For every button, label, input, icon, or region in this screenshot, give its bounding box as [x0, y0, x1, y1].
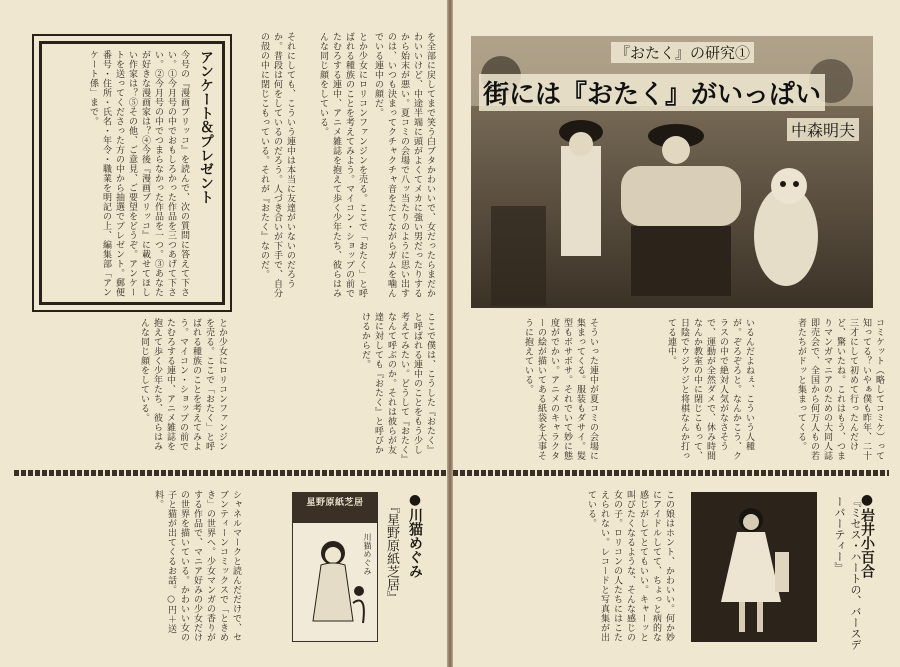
idol-photo	[691, 492, 817, 642]
survey-title: アンケート＆プレゼント	[198, 50, 214, 204]
review-subheading-right: 『ミセス・ハートの、バースデーパーティー』	[833, 496, 862, 650]
article-top-column-1: それにしても、こういう連中は本当に友達がいないのだろうか。普段は何をしているのだろう。人づき合いが下手で、自分の殻の中に閉じこもっている。それが『おたく』なのだ。	[259, 32, 295, 298]
right-page	[453, 0, 900, 667]
review-subheading-left: 『星野原紙芝居』	[384, 500, 399, 604]
book-cover-author: 川猫めぐみ	[363, 533, 372, 576]
article-lower-text: ここで僕は、こうした『おたく』と呼ばれる連中のことをもう少し考えてみたい。どうして『おたく』なんて呼ぶのか。それは彼らが友達に対しても『おたく』と呼びかけるからだ。	[360, 312, 435, 460]
article-photo	[471, 36, 873, 308]
survey-box	[32, 34, 232, 312]
article-top-column-2: とか少女にロリコンファンジンを売る。ここで「おたく」と呼ばれる種族のことを考えてみよう。マイコン・ショップの前でたむろする連中、アニメ雑誌を抱えて歩く少年たち、彼らはみんな同じ顔をしている。	[318, 32, 367, 298]
series-label: 『おたく』の研究①	[611, 42, 754, 63]
section-divider-left	[14, 470, 447, 476]
article-main-title: 街には『おたく』がいっぱい	[479, 74, 825, 111]
article-top-column-3: を全部に戻してまで笑う白ブタかわいいで、女だったらまだかわいいけど、中途半端に頭がよくてメカに強い男だったりするから始末が悪い。夏コミの会場で八ッ当たりのように思い出すのは、いつも決まってクチャクチャ音をたてながらガムを噛んでいる連中の顔だ。	[373, 32, 435, 298]
article-lower-text-left: とか少女にロリコンファンジンを売る。ここで「おたく」と呼ばれる種族のことを考えてみよう。マイコン・ショップの前でたむろする連中、アニメ雑誌を抱えて歩く少年たち、彼らはみんな同じ顔をしている。	[139, 318, 227, 451]
review-text-right: この娘はホント、かわいい。何か妙にアイドルしてて、ちょっと病的な感じがしてとてもいい。キャーッと叫びたくなるような、そんな感じの女の子。ロリコンの人たちにはこたえられない。レコードと写真集が出ている。	[586, 490, 674, 642]
article-column-3: そういった連中が夏コミの会場に集まってくる。服装もダサイ。髪型もボサボサ。それでいて妙に態度がでかい。アニメのキャラクターの絵が描いてある紙袋を大事そうに抱えている。	[523, 318, 598, 461]
section-divider-right	[453, 470, 889, 476]
article-author: 中森明夫	[787, 118, 859, 141]
article-column-2: いるんだよねぇ、こういう人種が。ぞろぞろと。なんかこう、クラスの中で絶対人気がなさそうで、運動が全然ダメで、休み時間なんか教室の中に閉じこもって、日陰でウジウジと将棋なんか打ってる連中。	[666, 318, 754, 461]
review-text-left: シャネルマークと読んだだけで、セブンティーンコミックスで「ときめき」の世界へ。少女マンガの香りがする作品で、マニア好みの少女だけの世界を描いている。かわいい女の子と猫が出てくるお話。○円＋送料。	[153, 490, 241, 642]
left-page	[0, 0, 447, 667]
book-cover-image	[292, 492, 378, 642]
book-cover-title: 星野原紙芝居	[306, 498, 364, 508]
idol-photo-illustration	[691, 492, 817, 642]
article-column-1: コミケット（略してコミケ）って知ってる？いやぁ僕も昨年、二十三才にして初めて行ったんだけど、驚いたね。これはもう、つまりマンガマニアのための大同人誌即売会で、全国から何万人もの若者たちがドッと集まってくる。	[796, 318, 884, 461]
survey-body: 今号の『漫画ブリッコ』を読んで、次の質問に答えて下さい。①今月号の中でおもしろかった作品を三つあげて下さい。②今月号の中でつまらなかった作品を一つ。③あなたが好きな漫画家は？④今後『漫画ブリッコ』に載せてほしい作家は？⑤その他、ご意見、ご要望をどうぞ。アンケートを送ってくださった方の中から抽選でプレゼント。郵便番号・住所・氏名・年令・職業を明記の上、編集部「アンケート係」まで。	[88, 50, 189, 297]
review-heading-left: ●川猫めぐみ	[407, 492, 423, 578]
review-heading-right: ●岩井小百合	[859, 492, 875, 578]
